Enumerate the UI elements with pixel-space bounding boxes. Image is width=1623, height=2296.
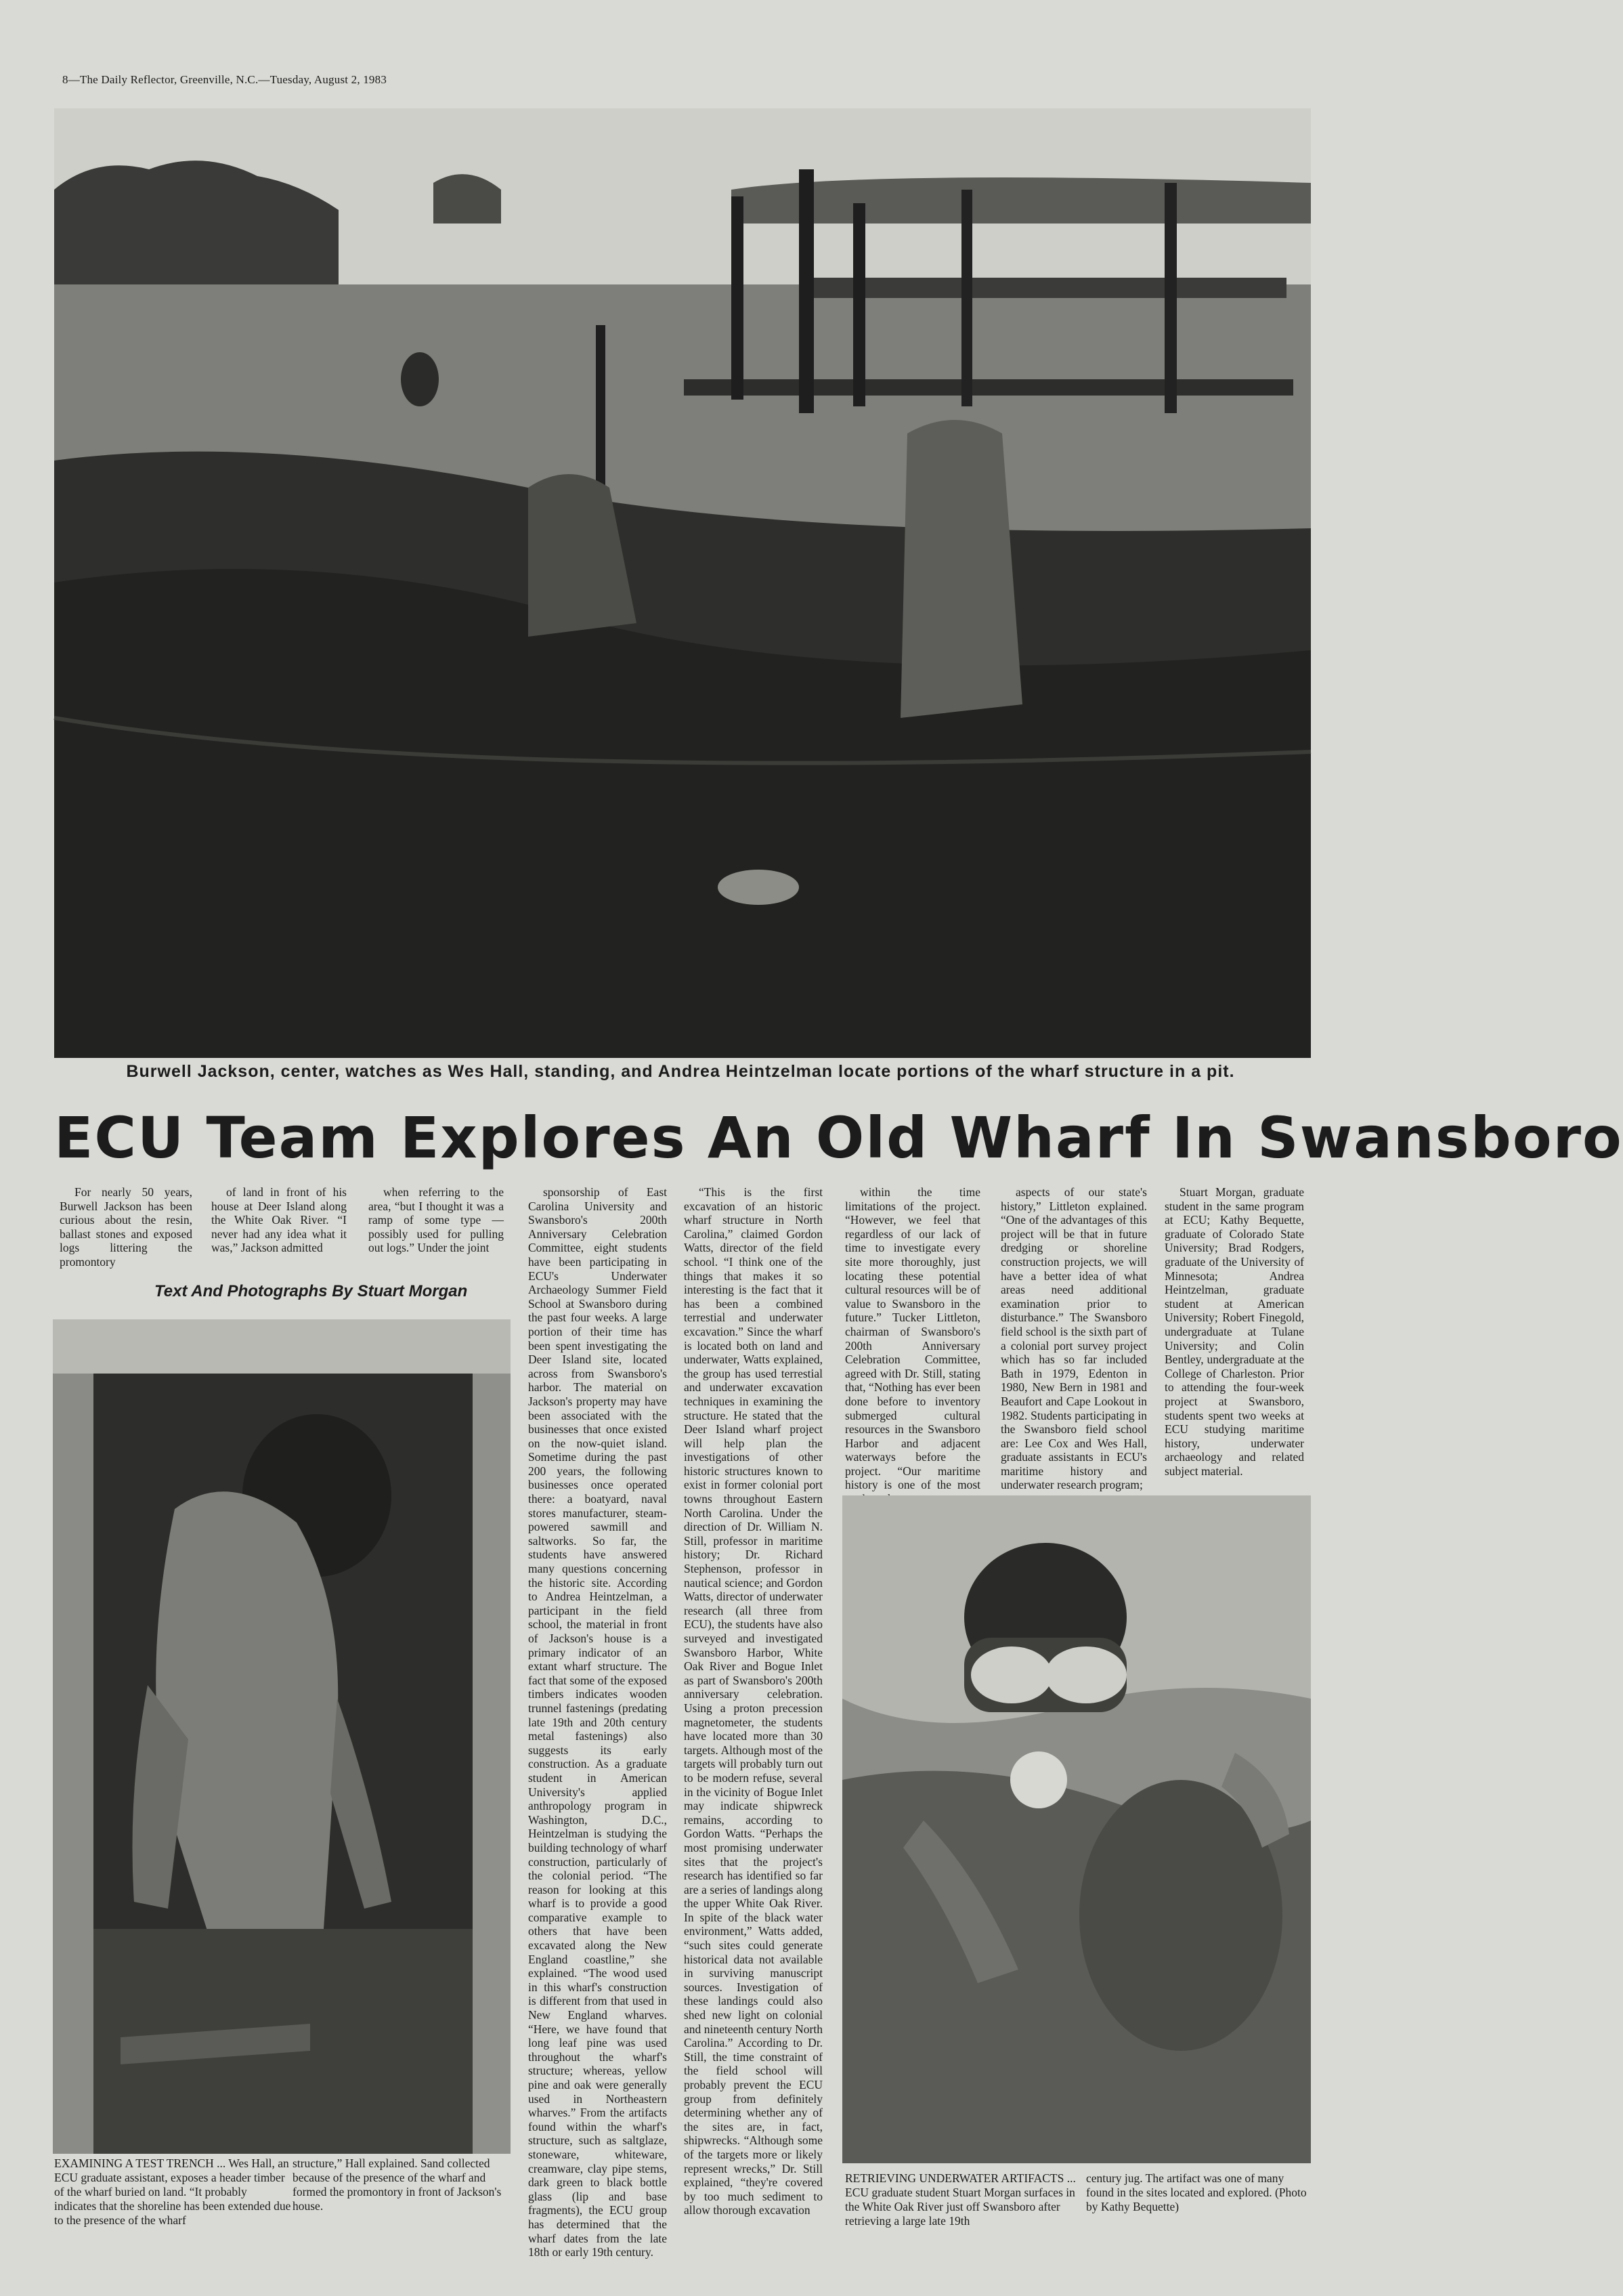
paragraph: when referring to the area, “but I thought it was a ramp of some type — possibly used for pulling out logs.” Under the joint [368,1185,504,1255]
byline: Text And Photographs By Stuart Morgan [154,1282,468,1300]
caption-test-trench [54,2156,291,2228]
caption-text: structure,” Hall explained. Sand collected because of the presence of the wharf and formed the promontory in front of Jackson's house. [293,2156,502,2213]
article-column-3 [368,1185,504,1259]
article-column-4 [528,1185,667,2259]
caption-test-trench-continued [293,2156,509,2213]
paragraph: sponsorship of East Carolina University and Swansboro's 200th Anniversary Celebration Committee, eight students have been participating in ECU's Underwater Archaeology Summer Field School at Swansboro during the past four weeks. A large portion of their time has been spent investigating the Deer Island site, located across from Swansboro's harbor. The material on Jackson's property may have been associated with the businesses that once existed on the now-quiet island. Sometime during the past 200 years, the following businesses once operated there: a boatyard, naval stores manufacturer, steam-powered sawmill and saltworks. So far, the students have answered many questions concerning the historic site. According to Andrea Heintzelman, a participant in the field school, the material in front of Jackson's house is a primary indicator of an extant wharf structure. The fact that some of the exposed timbers indicates wooden trunnel fastenings (predating late 19th and 20th century metal fastenings) also suggests its early construction. As a graduate student in American University's applied anthropology program in Washington, D.C., Heintzelman is studying the building technology of wharf construction, particularly of the colonial period. “The reason for looking at this wharf is to provide a good comparative example to others that have been excavated along the New England coastline,” she explained. “The wood used in this wharf's construction is different from that used in New England wharves. “Here, we have found that long leaf pine was used throughout the wharf's structure; whereas, yellow pine and oak were generally used in Northeastern wharves.” From the artifacts found within the wharf's structure, such as saltglaze, stoneware, whiteware, creamware, clay pipe stems, dark green to black bottle glass (lip and base fragments), the ECU group has determined that the wharf dates from the late 18th or early 19th century. [528,1185,667,2259]
article-column-6 [845,1185,980,1490]
caption-text: EXAMINING A TEST TRENCH ... Wes Hall, an ECU graduate assistant, exposes a header timber of the wharf buried on land. “It probably indicates that the shoreline has been extended due to the presence of the wharf [54,2156,291,2227]
photo-diver-artifact [842,1495,1311,2163]
article-column-8 [1165,1185,1304,1490]
paragraph: within the time limitations of the project. “However, we feel that regardless of our lack of time to investigate every site more thoroughly, just locating these potential cultural resources will be of value to Swansboro in the future.” Tucker Littleton, chairman of Swansboro's 200th Anniversary Celebration Committee, agreed with Dr. Still, stating that, “Nothing has ever been done before to inventory submerged cultural resources in the Swansboro Harbor and adjacent waterways before the project. “Our maritime history is one of the most [845,1185,980,1492]
caption-text: century jug. The artifact was one of many found in the sites located and explored. (Photo by Kathy Bequette) [1086,2171,1307,2213]
paragraph: “This is the first excavation of an historic wharf structure in North Carolina,” claimed Gordon Watts, director of the field school. “I think one of the things that makes it so interesting is the fact that it has been a combined terrestial and underwater excavation.” Since the wharf is located both on land and underwater, Watts explained, the group has used terrestial and underwater excavation techniques in examining the structure. He stated that the Deer Island wharf project will help plan the investigations of other historic structures known to exist in former colonial port towns throughout Eastern North Carolina. Under the direction of Dr. William N. Still, professor in maritime history; Dr. Richard Stephenson, professor in nautical science; and Gordon Watts, director of underwater research (all three from ECU), the students have also surveyed and investigated Swansboro Harbor, White Oak River and Bogue Inlet as part of Swansboro's 200th anniversary celebration. Using a proton precession magnetometer, the students have located more than 30 targets. Although most of the targets will probably turn out to be modern refuse, several in the vicinity of Bogue Inlet may indicate shipwreck remains, according to Gordon Watts. “Perhaps the most promising underwater sites that the project's research has identified so far are a series of landings along the upper White Oak River. In spite of the black water environment,” Watts added, “such sites could generate historical data not available in surviving manuscript sources. Investigation of these landings could also shed new light on colonial and nineteenth century North Carolina.” According to Dr. Still, the time constraint of the field school will probably prevent the ECU group from definitely determining whether any of the sites are, in fact, shipwrecks. “Although some of the targets more or likely represent wrecks,” Dr. Still explained, “they're covered by too much sediment to allow thorough excavation [684,1185,823,2217]
paragraph: Stuart Morgan, graduate student in the same program at ECU; Kathy Bequette, graduate of Colorado State University; Brad Rodgers, graduate of the University of Minnesota; Andrea Heintzelman, graduate student at American University; Robert Finegold, undergraduate at Tulane University; and Colin Bentley, undergraduate at the College of Charleston. Prior to attending the four-week project at Swansboro, students spent two weeks at ECU studying maritime history, underwater archaeology and related subject material. [1165,1185,1304,1478]
paragraph: aspects of our state's history,” Littleton explained. “One of the advantages of this project will be that in future dredging or shoreline construction projects, we will have a better idea of what areas need additional examination prior to disturbance.” The Swansboro field school is the sixth part of a colonial port survey project which has so far included Bath in 1979, Edenton in 1980, New Bern in 1981 and Beaufort and Cape Lookout in 1982. Students participating in the Swansboro field school are: Lee Cox and Wes Hall, graduate assistants in ECU's maritime history and underwater research program; [1001,1185,1147,1492]
article-column-2 [211,1185,347,1259]
article-column-5 [684,1185,823,2228]
top-photo-caption: Burwell Jackson, center, watches as Wes Hall, standing, and Andrea Heintzelman locate portions of the wharf structure in a pit. [126,1062,1235,1081]
caption-text: RETRIEVING UNDERWATER ARTIFACTS ... ECU graduate student Stuart Morgan surfaces in the White Oak River just off Swansboro after retrieving a large late 19th [845,2171,1076,2228]
caption-diver-continued [1086,2171,1307,2214]
caption-diver [845,2171,1082,2228]
article-column-7 [1001,1185,1147,1490]
paragraph: For nearly 50 years, Burwell Jackson has been curious about the resin, ballast stones and exposed logs littering the promontory [60,1185,192,1269]
folio-line: 8—The Daily Reflector, Greenville, N.C.—Tuesday, August 2, 1983 [62,73,387,86]
paragraph: of land in front of his house at Deer Island along the White Oak River. “I never had any idea what it was,” Jackson admitted [211,1185,347,1255]
article-column-1 [60,1185,192,1273]
photo-test-trench [53,1319,511,2154]
top-photo-wharf-dig [54,108,1311,1058]
headline: ECU Team Explores An Old Wharf In Swansboro [54,1105,1623,1171]
